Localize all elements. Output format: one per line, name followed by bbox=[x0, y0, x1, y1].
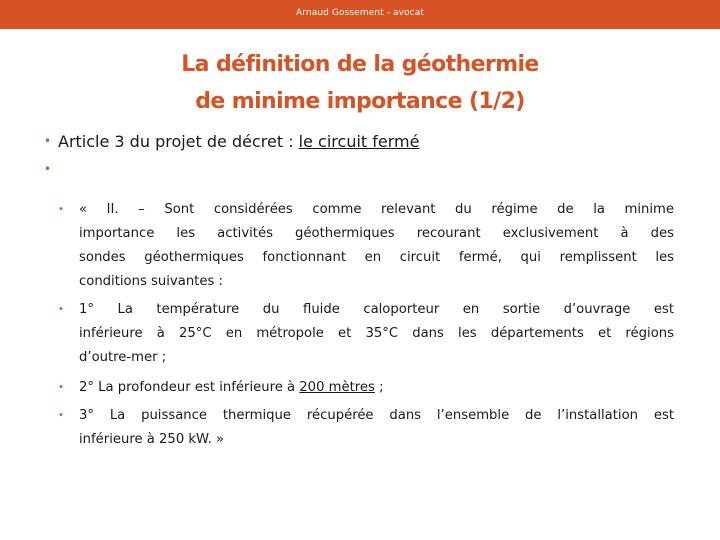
header-bar bbox=[0, 0, 720, 29]
quote-item-3-prefix: 2° La profondeur est inférieure à bbox=[79, 380, 300, 395]
quote-item-1-line-3-b: , qui remplissent les bbox=[497, 250, 674, 265]
bullet-dot: • bbox=[44, 162, 52, 176]
quote-item-3-link[interactable]: 200 mètres bbox=[299, 380, 375, 395]
quote-item-3-suffix: ; bbox=[374, 380, 384, 395]
bullet-dot: • bbox=[58, 304, 64, 315]
quote-item-3 bbox=[58, 376, 674, 400]
quote-item-1-line-1: « II. – Sont considérées comme relevant du régime de la minime bbox=[79, 202, 674, 217]
bullet-dot: • bbox=[44, 134, 52, 148]
quote-item-4-line-1: 3° La puissance thermique récupérée dans l’ensemble de l’installation est bbox=[79, 408, 674, 423]
quote-item-1-line-4: conditions suivantes : bbox=[79, 274, 223, 289]
slide-title-line-2: de minime importance (1/2) bbox=[195, 89, 525, 114]
quote-item-1-line-2: importance les activités géothermiques recourant exclusivement à des bbox=[79, 226, 674, 241]
quote-item-1-line-3-a: sondes géothermiques fonctionnant en circuit fermé bbox=[79, 250, 498, 265]
quote-item-2 bbox=[58, 298, 674, 370]
quote-item-1-line-3 bbox=[79, 246, 674, 270]
bullet-dot: • bbox=[58, 382, 64, 393]
quote-item-2-line-3: d’outre-mer ; bbox=[79, 350, 167, 365]
header-author: Arnaud Gossement - avocat bbox=[296, 8, 424, 18]
quote-item-1 bbox=[58, 198, 674, 294]
slide-title-line-1: La définition de la géothermie bbox=[181, 52, 539, 77]
quote-item-4-line-2: inférieure à 250 kW. » bbox=[79, 432, 225, 447]
circuit-ferme-link[interactable]: le circuit fermé bbox=[298, 132, 420, 151]
quote-item-2-line-1: 1° La température du fluide caloporteur en sortie d’ouvrage est bbox=[79, 302, 674, 317]
bullet-article-3-text bbox=[58, 132, 419, 151]
bullet-dot: • bbox=[58, 410, 64, 421]
quote-item-3-line-1 bbox=[79, 376, 674, 400]
quote-item-4 bbox=[58, 404, 674, 452]
slide-title bbox=[40, 46, 680, 120]
quote-item-2-line-2: inférieure à 25°C en métropole et 35°C dans les départements et régions bbox=[79, 326, 674, 341]
bullet-article-3-prefix: Article 3 du projet de décret : bbox=[58, 132, 299, 151]
bullet-dot: • bbox=[58, 204, 64, 215]
